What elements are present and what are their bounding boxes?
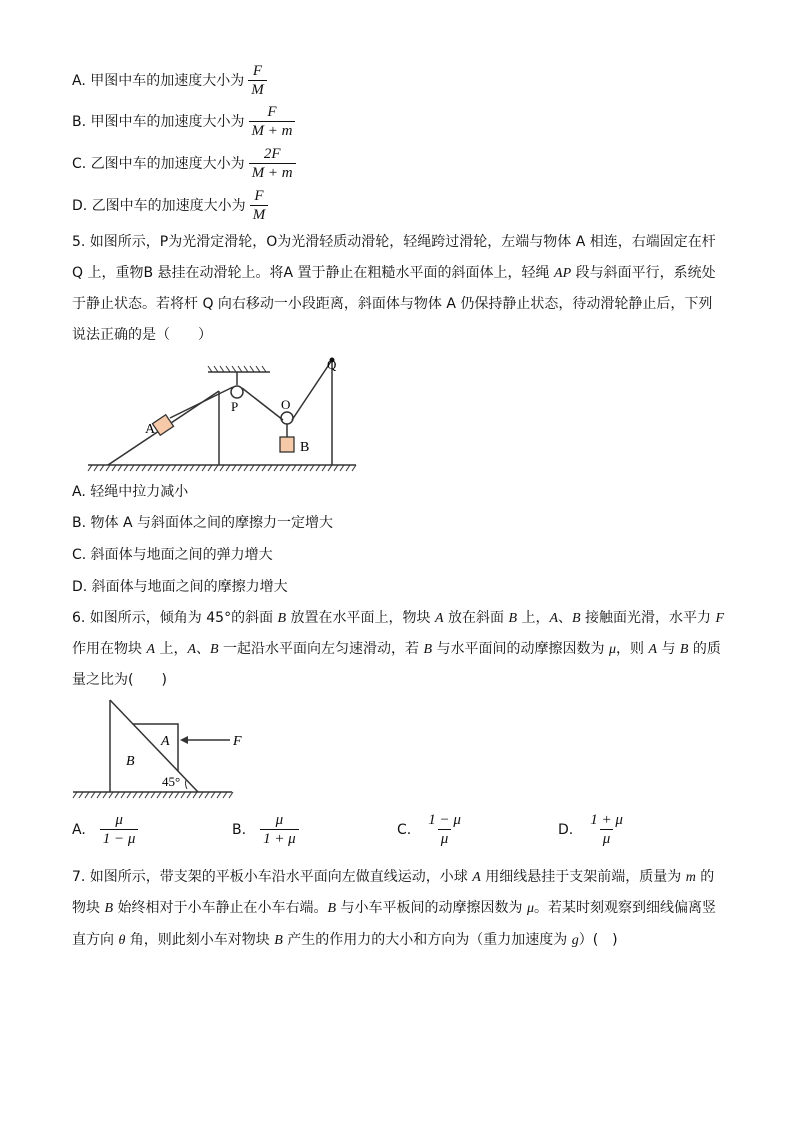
text-segment: 段与斜面平行，系统处 [571,265,716,281]
text-segment: 作用在物块 [72,641,147,657]
text-segment: 产生的作用力的大小和方向为（重力加速度为 [282,932,572,948]
math-variable: B [210,642,219,657]
label-b: B [300,440,310,455]
math-variable: B [327,901,337,916]
rope-ap [170,387,233,418]
label-p: P [231,399,239,414]
numerator: 2F [263,146,281,162]
option-c[interactable]: C. 斜面体与地面之间的弹力增大 [72,547,273,563]
option-text: 甲图中车的加速度大小为 [90,114,245,130]
text-segment: 用细线悬挂于支架前端，质量为 [480,869,686,885]
text-segment: 角，则此刻小车对物块 [125,932,275,948]
option-text: 乙图中车的加速度大小为 [91,198,246,214]
numerator: F [267,104,277,120]
math-variable: B [572,611,581,626]
text-segment: 与水平面间的动摩擦因数为 [432,641,609,657]
label-b-2: B [126,754,135,769]
text-segment: 7. 如图所示，带支架的平板小车沿水平面向左做直线运动，小球 [72,869,473,885]
option-b[interactable]: B. 物体 A 与斜面体之间的摩擦力一定增大 [72,515,333,531]
label-angle: 45° [162,774,181,789]
text-segment: 上， [517,610,550,626]
question-text-line [72,608,724,629]
text-segment: 放在斜面 [443,610,509,626]
option-label: D. [558,822,574,838]
text-segment: 。若某时刻观察到细线偏离竖 [533,900,716,916]
denominator: M [250,205,269,224]
block-b [280,437,294,452]
numerator: 1 + μ [590,812,623,828]
fraction [425,812,464,848]
text-segment: 5. 如图所示，P为光滑定滑轮，O为光滑轻质动滑轮，轻绳跨过滑轮，左端与物体 A 相连，右端固定在杆 [72,234,716,250]
option-label: B. [232,822,247,838]
label-a-2: A [161,734,170,749]
text-segment: 接触面光滑，水平力 [580,610,716,626]
math-variable: A [435,611,444,626]
option-label: A. [72,73,86,89]
rope-oq [292,360,332,420]
label-q: Q [327,357,337,372]
text-segment: 物块 [72,900,105,916]
option-label: C. [72,156,87,172]
rope-po [242,388,283,420]
math-variable: μ [608,642,616,657]
option-d[interactable] [558,812,626,848]
option-b[interactable] [232,812,299,848]
math-variable: θ [118,933,126,948]
text-segment: 6. 如图所示，倾角为 45°的斜面 [72,610,278,626]
fraction [260,812,299,848]
math-variable: A [187,642,197,657]
denominator: M + m [249,163,296,182]
text-segment: 上， [155,641,188,657]
question-text-line [72,670,167,690]
text-segment: 说法正确的是（ ） [72,327,212,343]
text-segment: 放置在水平面上，物块 [286,610,435,626]
arrow-head-icon [180,736,188,744]
math-variable: A [648,642,658,657]
math-variable: F [715,611,725,626]
label-a: A [145,422,156,437]
numerator: F [254,188,264,204]
text-segment: 、 [196,641,211,657]
text-segment: 与小车平板间的动摩擦因数为 [336,900,527,916]
question-text-line [72,867,714,888]
math-variable: B [104,901,114,916]
math-variable: B [277,611,287,626]
math-variable: B [679,642,689,657]
numerator: μ [115,812,123,828]
numerator: 1 − μ [428,812,461,828]
question-text-line [72,898,716,919]
text-segment: 的 [695,869,715,885]
denominator: M [248,80,267,99]
option-text: 乙图中车的加速度大小为 [90,156,245,172]
option-c[interactable] [397,812,464,848]
math-variable: B [423,642,433,657]
numerator: μ [275,812,284,828]
ground-hatch [88,465,356,471]
math-variable: B [508,611,518,626]
option-label: A. [72,822,86,838]
pulley-o-icon [281,412,293,424]
option-a[interactable] [72,812,138,848]
label-o: O [281,397,291,412]
math-variable: AP [554,266,572,281]
denominator: 1 − μ [100,829,139,848]
math-variable: m [685,870,696,885]
denominator: 1 + μ [260,829,299,848]
fraction [100,812,139,848]
text-segment: 一起沿水平面向左匀速滑动，若 [218,641,424,657]
text-segment: 直方向 [72,932,119,948]
option-a[interactable]: A. 轻绳中拉力减小 [72,484,189,500]
option-label: B. [72,114,87,130]
ceiling-hatch [208,366,266,372]
math-variable: g [571,933,579,948]
denominator: μ [600,829,614,848]
math-variable: A [472,870,481,885]
math-variable: A [146,642,156,657]
text-segment: 与 [657,641,680,657]
option-label: D. [72,198,88,214]
text-segment: ，则 [616,641,649,657]
question-text-line [72,639,721,660]
option-text: 甲图中车的加速度大小为 [90,73,245,89]
numerator: F [252,63,263,79]
text-segment: 量之比为( ) [72,672,167,688]
text-segment: Q 上，重物B 悬挂在动滑轮上。将A 置于静止在粗糙水平面的斜面体上，轻绳 [72,265,555,281]
math-variable: A [549,611,559,626]
wedge-b-slope [110,700,198,792]
label-f: F [233,734,242,749]
text-segment: 的质 [688,641,721,657]
option-d[interactable]: D. 斜面体与地面之间的摩擦力增大 [72,579,288,595]
math-variable: μ [526,901,534,916]
math-variable: B [274,933,283,948]
fraction [587,812,626,848]
option-label: C. [397,822,412,838]
ground-hatch-2 [73,792,233,798]
text-segment: 于静止状态。若将杆 Q 向右移动一小段距离，斜面体与物体 A 仍保持静止状态，待动滑轮静止后，下列 [72,296,713,312]
text-segment: 始终相对于小车静止在小车右端。 [113,900,328,916]
question-text-line [72,930,618,951]
text-segment: 、 [558,610,573,626]
denominator: μ [438,829,452,848]
denominator: M + m [249,121,296,140]
text-segment: ）( ) [578,932,618,948]
